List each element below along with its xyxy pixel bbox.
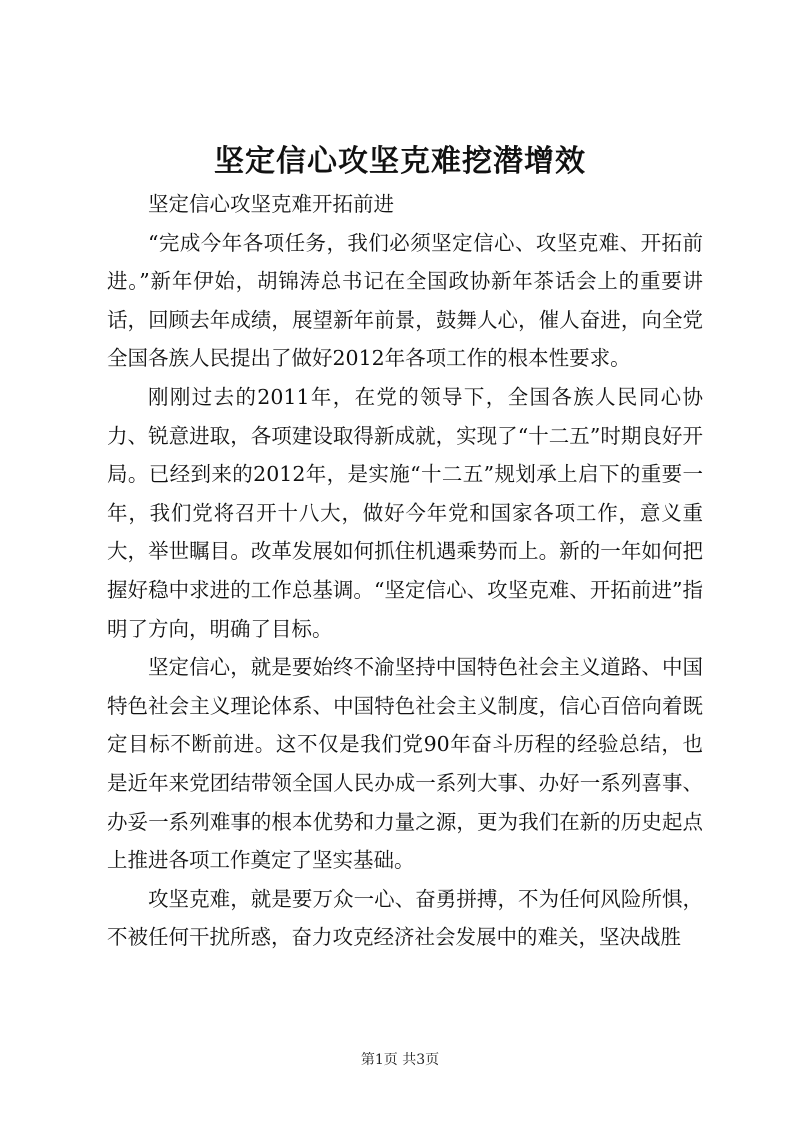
paragraph-4: 攻坚克难，就是要万众一心、奋勇拼搏，不为任何风险所惧，不被任何干扰所惑，奋力攻克经济社会发展中的难关，坚决战胜 bbox=[107, 886, 703, 950]
paragraph-3: 坚定信心，就是要始终不渝坚持中国特色社会主义道路、中国特色社会主义理论体系、中国特色社会主义制度，信心百倍向着既定目标不断前进。这不仅是我们党90年奋斗历程的经验总结，也是近年来党团结带领全国人民办成一系列大事、办好一系列喜事、办妥一系列难事的根本优势和力量之源，更为我们在新的历史起点上推进各项工作奠定了坚实基础。 bbox=[107, 655, 703, 873]
document-title: 坚定信心攻坚克难挖潜增效 bbox=[214, 144, 586, 179]
document-body bbox=[107, 185, 703, 957]
document-subtitle: 坚定信心攻坚克难开拓前进 bbox=[148, 192, 394, 216]
paragraph-2: 刚刚过去的2011年，在党的领导下，全国各族人民同心协力、锐意进取，各项建设取得新成就，实现了“十二五”时期良好开局。已经到来的2012年，是实施“十二五”规划承上启下的重要一年，我们党将召开十八大，做好今年党和国家各项工作，意义重大，举世瞩目。改革发展如何抓住机遇乘势而上。新的一年如何把握好稳中求进的工作总基调。“坚定信心、攻坚克难、开拓前进”指明了方向，明确了目标。 bbox=[107, 384, 703, 641]
page-footer: 第1页 共3页 bbox=[360, 1052, 440, 1068]
paragraph-1: “完成今年各项任务，我们必须坚定信心、攻坚克难、开拓前进。”新年伊始，胡锦涛总书记在全国政协新年茶话会上的重要讲话，回顾去年成绩，展望新年前景，鼓舞人心，催人奋进，向全党全国各族人民提出了做好2012年各项工作的根本性要求。 bbox=[107, 230, 703, 371]
